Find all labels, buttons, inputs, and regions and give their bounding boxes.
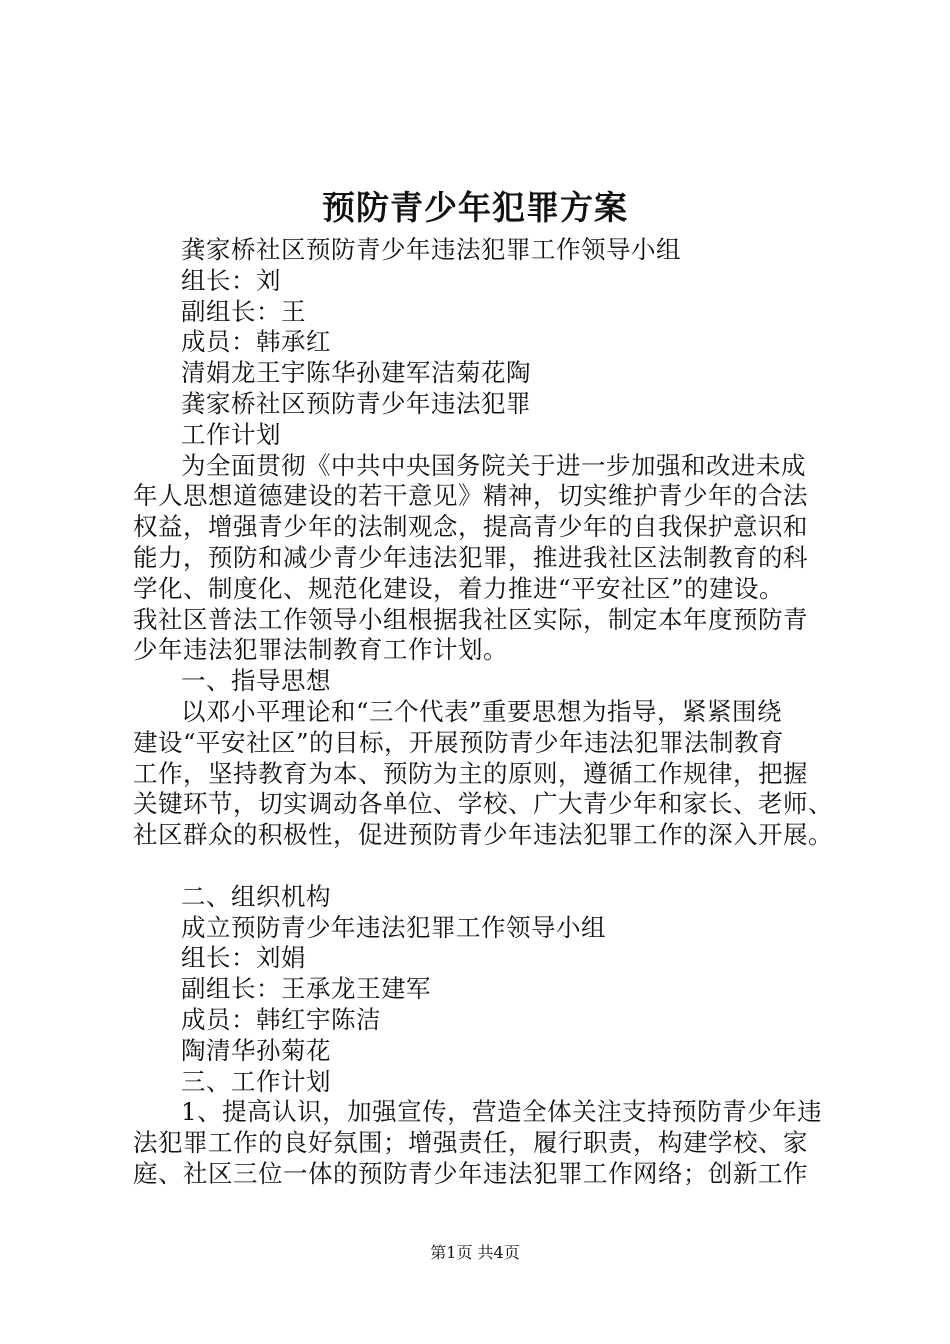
body-line: 副组长：王 [181, 296, 306, 326]
body-line: 法犯罪工作的良好氛围；增强责任，履行职责，构建学校、家 [133, 1128, 808, 1158]
body-line: 社区群众的积极性，促进预防青少年违法犯罪工作的深入开展。 [133, 820, 833, 850]
blank-line [133, 851, 833, 882]
body-line: 我社区普法工作领导小组根据我社区实际，制定本年度预防青 [133, 604, 808, 634]
body-line: 能力，预防和减少青少年违法犯罪，推进我社区法制教育的科 [133, 542, 808, 572]
body-line: 工作计划 [181, 419, 281, 449]
body-line: 为全面贯彻《中共中央国务院关于进一步加强和改进未成 [181, 450, 806, 480]
body-line: 工作，坚持教育为本、预防为主的原则，遵循工作规律，把握 [133, 758, 808, 788]
body-line: 成立预防青少年违法犯罪工作领导小组 [181, 912, 606, 942]
body-line: 龚家桥社区预防青少年违法犯罪工作领导小组 [181, 235, 681, 264]
body-line: 关键环节，切实调动各单位、学校、广大青少年和家长、老师、 [133, 789, 833, 819]
body-line: 成员：韩承红 [181, 327, 331, 357]
body-line: 陶清华孙菊花 [181, 1035, 331, 1065]
body-line: 少年违法犯罪法制教育工作计划。 [133, 635, 508, 665]
body-line: 组长：刘娟 [181, 943, 306, 973]
body-line: 清娟龙王宇陈华孙建军洁菊花陶 [181, 358, 531, 388]
body-line: 1、提高认识，加强宣传，营造全体关注支持预防青少年违 [181, 1097, 823, 1127]
body-line: 龚家桥社区预防青少年违法犯罪 [181, 388, 531, 418]
document-body [133, 235, 833, 1190]
body-line: 组长：刘 [181, 265, 281, 295]
section-heading: 三、工作计划 [181, 1066, 331, 1096]
body-line: 成员：韩红宇陈洁 [181, 1004, 381, 1034]
document-title: 预防青少年犯罪方案 [322, 188, 628, 227]
page-number-footer: 第1页 共4页 [430, 1243, 520, 1262]
section-heading: 一、指导思想 [181, 666, 331, 696]
body-line: 学化、制度化、规范化建设，着力推进“平安社区”的建设。 [133, 573, 785, 603]
body-line: 年人思想道德建设的若干意见》精神，切实维护青少年的合法 [133, 481, 808, 511]
body-line: 以邓小平理论和“三个代表”重要思想为指导，紧紧围绕 [181, 696, 783, 726]
body-line: 副组长：王承龙王建军 [181, 974, 431, 1004]
body-line: 权益，增强青少年的法制观念，提高青少年的自我保护意识和 [133, 512, 808, 542]
body-line: 建设“平安社区”的目标，开展预防青少年违法犯罪法制教育 [133, 727, 785, 757]
body-line: 庭、社区三位一体的预防青少年违法犯罪工作网络；创新工作 [133, 1158, 808, 1188]
section-heading: 二、组织机构 [181, 881, 331, 911]
